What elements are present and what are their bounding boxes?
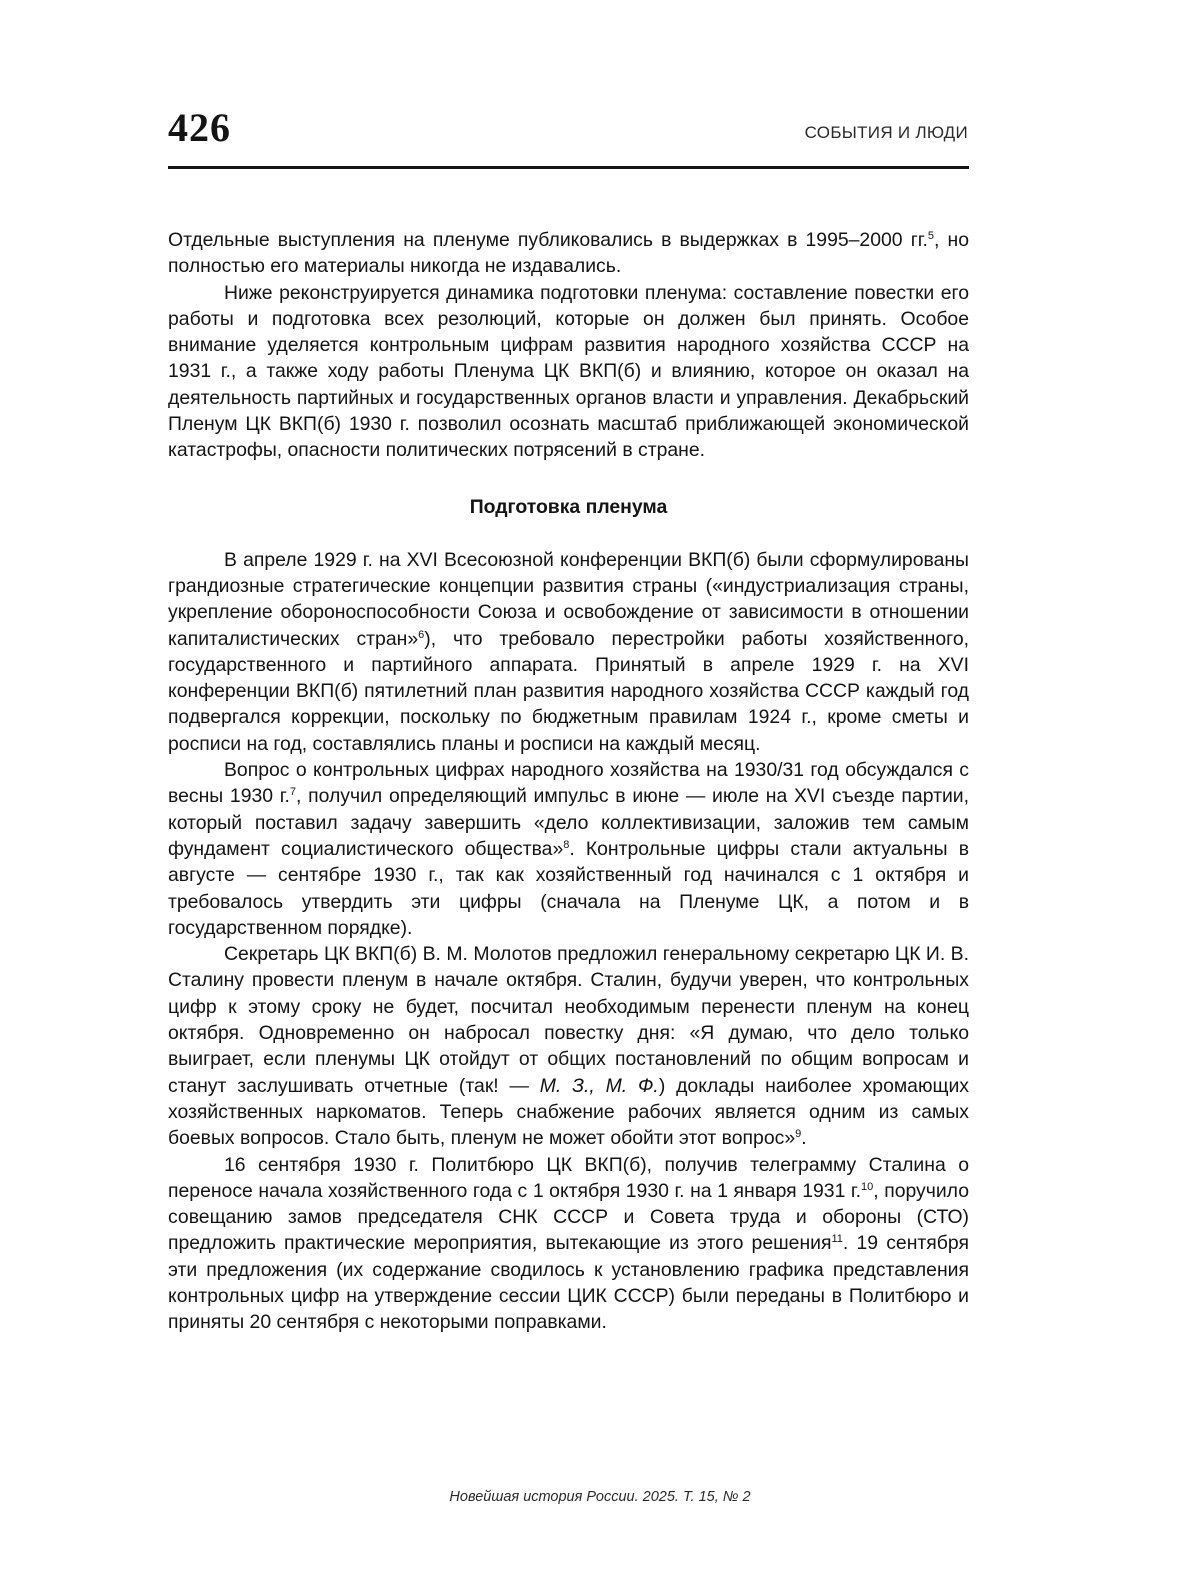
- paragraph-6: 16 сентября 1930 г. Политбюро ЦК ВКП(б), получив телеграмму Сталина о переносе начала хозяйственного года с 1 октября 1930 г. на 1 января 1931 г.$^{10}$, поручило совещанию замов председателя СНК СССР и Совета труда и обороны (СТО) предложить практические мероприятия, вытекающие из этого решения$^{11}$. 19 сентября эти предложения (их содержание сводилось к установлению графика представления контрольных цифр на утверждение сессии ЦИК СССР) были переданы в Политбюро и приняты 20 сентября с некоторыми поправками.: [168, 1153, 969, 1334]
- journal-footer: Новейшая история России. 2025. Т. 15, № 2: [449, 1489, 751, 1505]
- paragraph-2: Ниже реконструируется динамика подготовки пленума: составление повестки его работы и подготовка всех резолюций, которые он должен был принять. Особое внимание уделяется контрольным цифрам развития народного хозяйства СССР на 1931 г., а также ходу работы Пленума ЦК ВКП(б) и влиянию, которое он оказал на деятельность партийных и государственных органов власти и управления. Декабрьский Пленум ЦК ВКП(б) 1930 г. позволил осознать масштаб приближающей экономической катастрофы, опасности политических потрясений в стране.: [168, 281, 969, 462]
- footnote-ref-9[interactable]: 9: [795, 1128, 802, 1141]
- paragraph-4: Вопрос о контрольных цифрах народного хозяйства на 1930/31 год обсуждался с весны 1930 г.$^7$, получил определяющий импульс в июне — июле на XVI съезде партии, который поставил задачу завершить «дело коллективизации, заложив тем самым фундамент социалистического общества»$^8$. Контрольные цифры стали актуальны в августе — сентябре 1930 г., так как хозяйственный год начинался с 1 октября и требовалось утвердить эти цифры (сначала на Пленуме ЦК, а потом и в государственном порядке).: [168, 759, 970, 939]
- running-head: СОБЫТИЯ И ЛЮДИ: [804, 123, 968, 142]
- footnote-ref-10[interactable]: 10: [861, 1180, 874, 1193]
- paragraph-3: В апреле 1929 г. на XVI Всесоюзной конференции ВКП(б) были сформулированы грандиозные стратегические концепции развития страны («индустриализация страны, укрепление обороноспособности Союза и освобождение от зависимости в отношении капиталистических стран»$^6$), что требовало перестройки работы хозяйственного, государственного и партийного аппарата. Принятый в апреле 1929 г. на XVI конференции ВКП(б) пятилетний план развития народного хозяйства СССР каждый год подвергался коррекции, поскольку по бюджетным правилам 1924 г., кроме сметы и росписи на год, составлялись планы и росписи на каждый месяц.: [168, 548, 969, 755]
- footnote-ref-7[interactable]: 7: [289, 786, 297, 799]
- paragraph-1: Отдельные выступления на пленуме публиковались в выдержках в 1995–2000 гг.$^5$, но полностью его материалы никогда не издавались.: [168, 229, 969, 278]
- footnote-ref-6[interactable]: 6: [418, 628, 425, 641]
- paragraph-5: Секретарь ЦК ВКП(б) В. М. Молотов предложил генеральному секретарю ЦК И. В. Сталину провести пленум в начале октября. Сталин, будучи уверен, что контрольных цифр к этому сроку не будет, посчитал необходимым перенести пленум на конец октября. Одновременно он набросал повестку дня: «Я думаю, что дело только выиграет, если пленумы ЦК отойдут от общих постановлений по общим вопросам и станут заслушивать отчетные (так! — М. З., М. Ф.) доклады наиболее хромающих хозяйственных наркоматов. Теперь снабжение рабочих является одним из самых боевых вопросов. Стало быть, пленум не может обойти этот вопрос»$^9$.: [168, 943, 969, 1150]
- footnote-ref-11[interactable]: 11: [831, 1233, 843, 1246]
- header-rule: [168, 166, 969, 169]
- author-initials: М. З., М. Ф.: [539, 1074, 659, 1097]
- footnote-ref-5[interactable]: 5: [927, 230, 934, 242]
- section-heading: Подготовка пленума: [469, 495, 668, 518]
- footnote-ref-8[interactable]: 8: [563, 838, 570, 851]
- page-number: 426: [168, 105, 231, 150]
- article-body: [168, 227, 969, 1336]
